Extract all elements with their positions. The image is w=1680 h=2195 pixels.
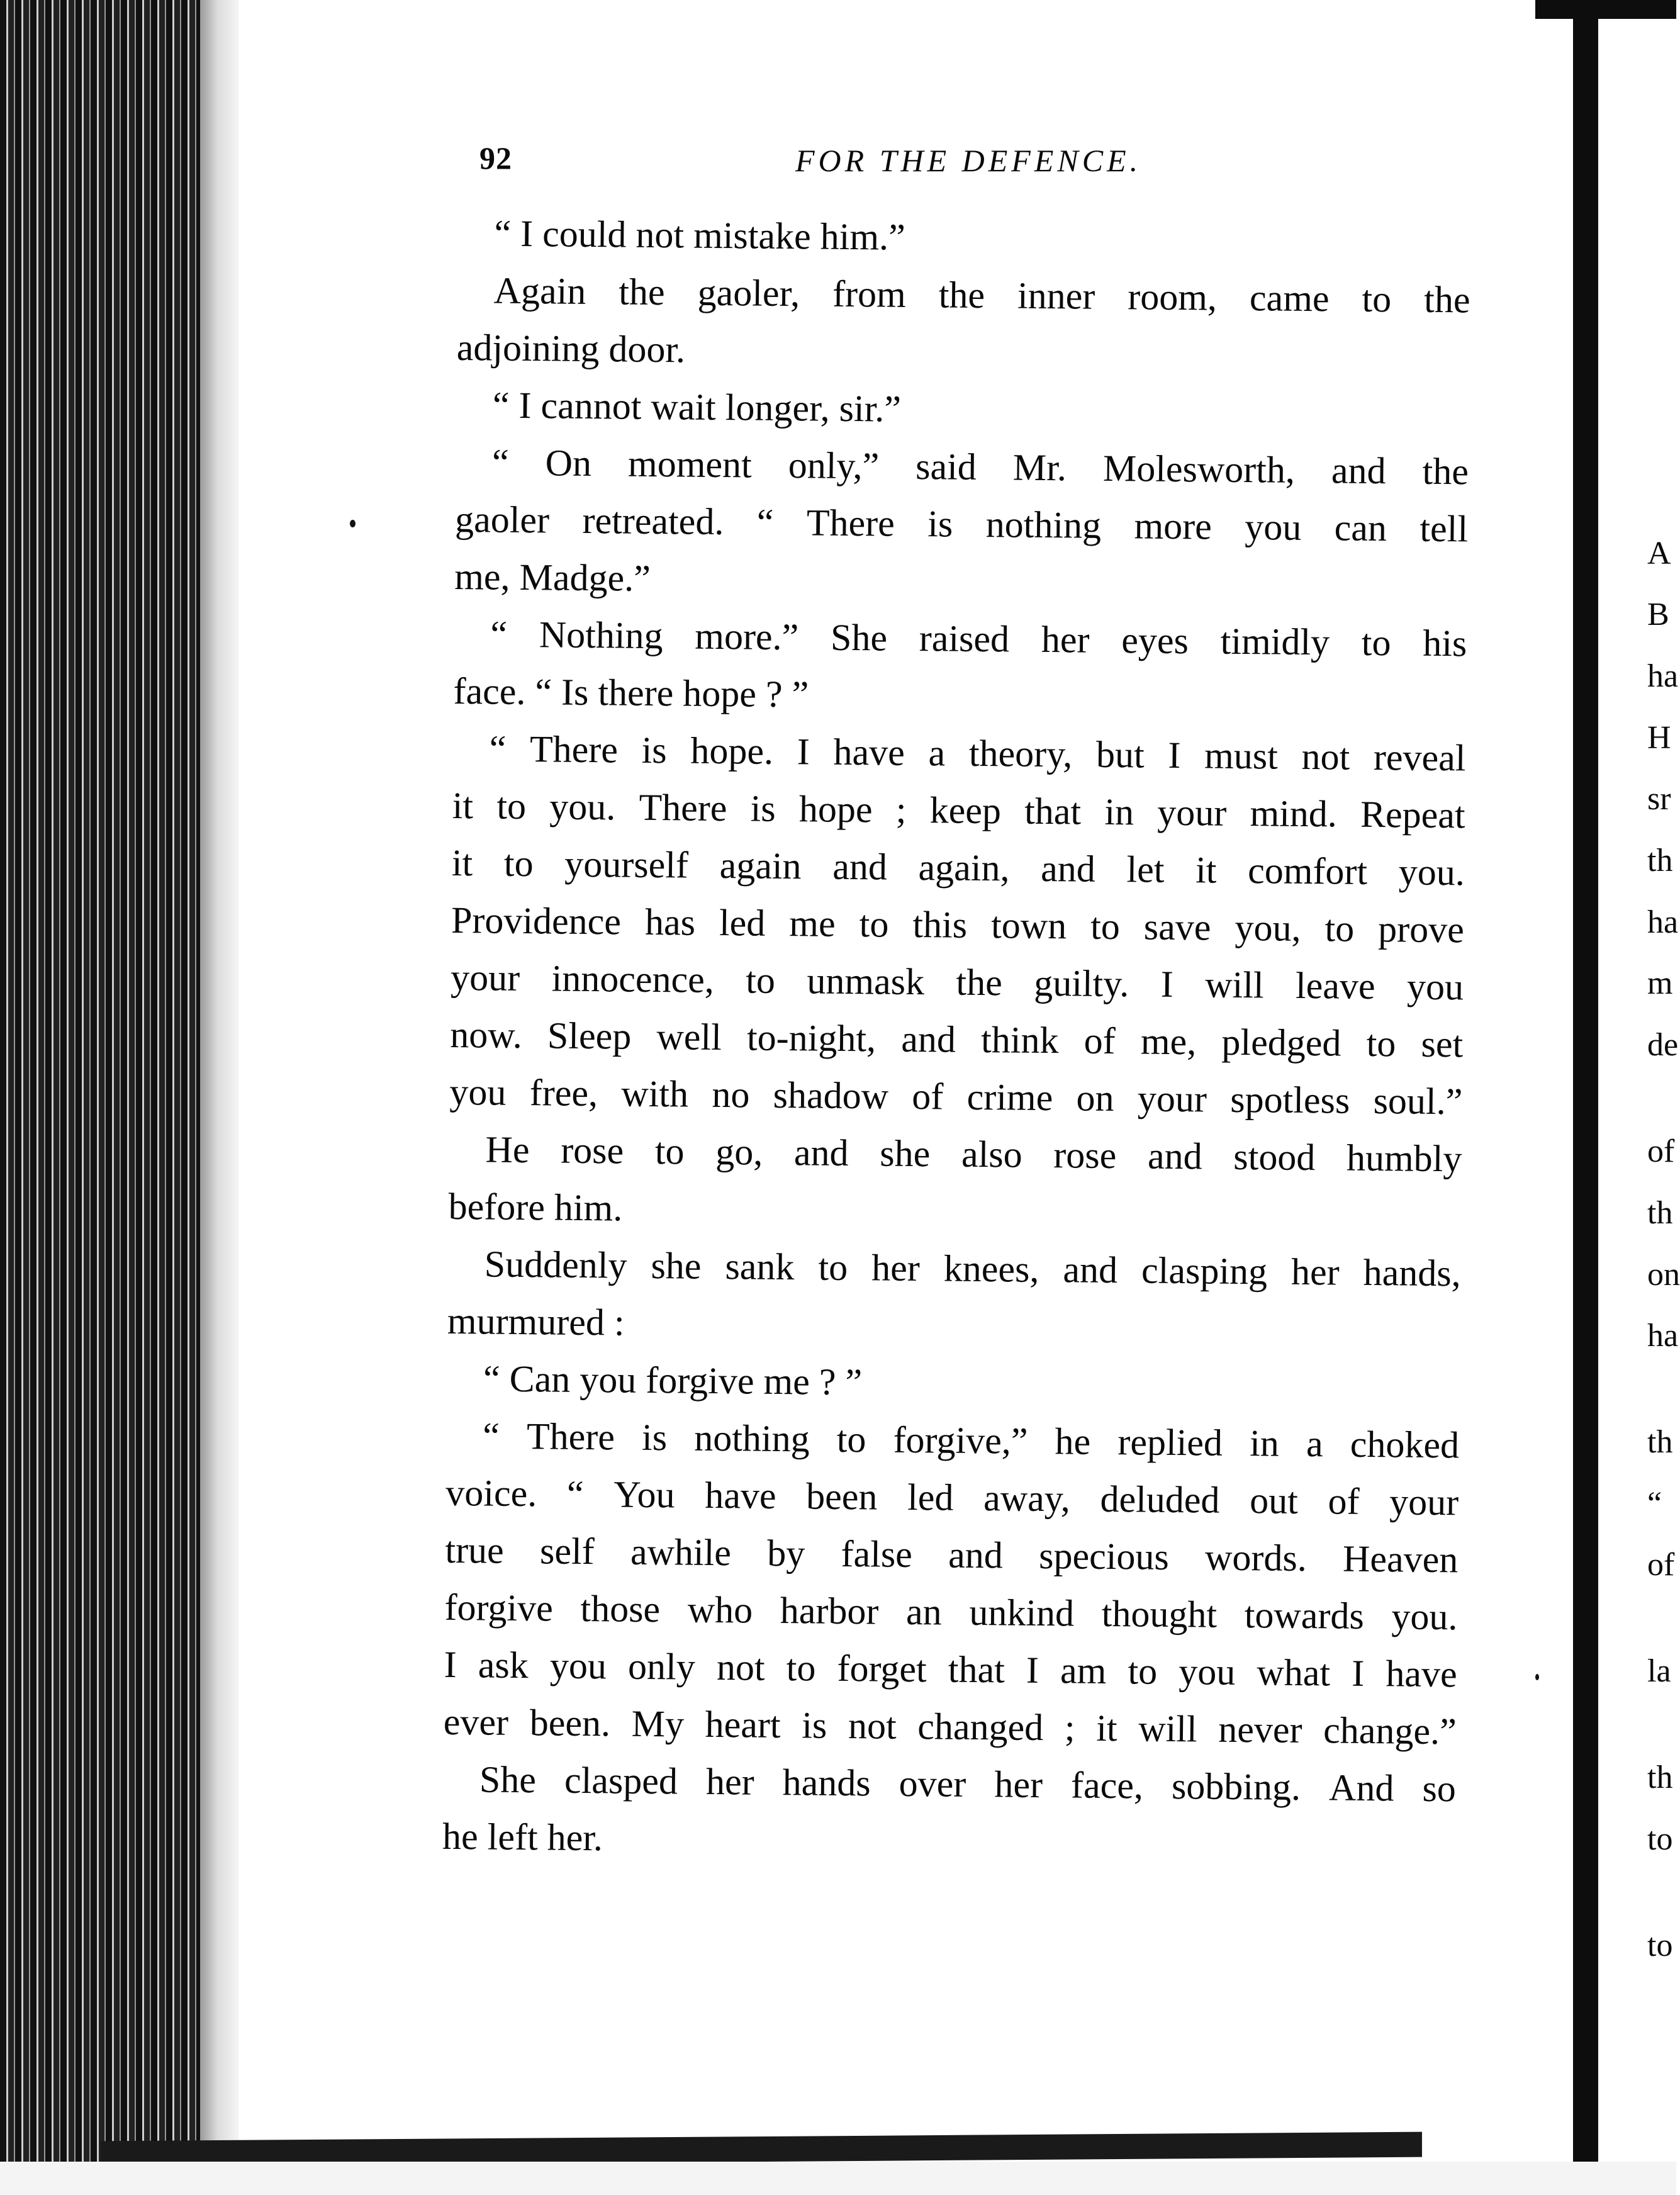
text-line: “ I could not mistake him.” [494, 212, 906, 258]
text-line: he left her. [442, 1815, 603, 1859]
text-line: “ Nothing more.” She raised her eyes timidly to his [490, 613, 1467, 665]
body-text [442, 205, 1471, 1875]
paragraph [457, 205, 1471, 271]
paragraph [456, 376, 1470, 443]
text-line: ever been. My heart is not changed ; it will never change.” [443, 1700, 1457, 1753]
paragraph [448, 1121, 1462, 1245]
facing-page-fragment: ha [1647, 1318, 1679, 1354]
paragraph [447, 1350, 1460, 1417]
facing-page-fragment: th [1647, 1195, 1673, 1231]
text-line: I ask you only not to forget that I am to you what I have [444, 1643, 1457, 1695]
running-title: FOR THE DEFENCE. [795, 143, 1142, 178]
paragraph [443, 1407, 1459, 1760]
scan-bottom-margin [0, 2162, 1676, 2195]
text-line: forgive those who harbor an unkind thought towards you. [444, 1586, 1458, 1638]
facing-page-fragment: th [1647, 843, 1673, 879]
facing-page [1598, 0, 1680, 2195]
paragraph [456, 262, 1470, 386]
facing-page-fragment: ha [1647, 658, 1679, 694]
text-line: Providence has led me to this town to save you, to prove [451, 899, 1465, 951]
text-line: your innocence, to unmask the guilty. I will leave you [450, 956, 1464, 1008]
paragraph [454, 434, 1469, 615]
text-line: voice. “ You have been led away, deluded out of your [445, 1471, 1459, 1524]
paragraph [442, 1751, 1457, 1875]
text-line: “ There is hope. I have a theory, but I must not reveal [489, 727, 1466, 779]
text-line: Again the gaoler, from the inner room, came to the [493, 269, 1470, 321]
facing-page-fragment: of [1647, 1133, 1675, 1169]
facing-page-fragment: sr [1647, 781, 1671, 817]
dust-speck [1535, 1674, 1539, 1680]
facing-page-fragment: de [1647, 1027, 1679, 1063]
facing-page-fragment: la [1647, 1653, 1671, 1689]
text-line: murmured : [447, 1300, 625, 1344]
text-line: “ Can you forgive me ? ” [483, 1357, 863, 1403]
facing-page-fragment: H [1647, 720, 1671, 756]
binding-gutter [200, 0, 239, 2195]
dust-speck [350, 520, 356, 527]
facing-page-fragment: th [1647, 1424, 1673, 1460]
facing-page-fragment: B [1647, 597, 1669, 632]
facing-page-fragment: A [1647, 536, 1671, 571]
facing-page-fragment: m [1647, 965, 1673, 1001]
text-line: “ There is nothing to forgive,” he replied in a choked [482, 1415, 1460, 1466]
page-number: 92 [479, 140, 512, 176]
text-line: “ On moment only,” said Mr. Molesworth, and the [491, 441, 1469, 493]
text-line: now. Sleep well to-night, and think of me, pledged to set [450, 1013, 1464, 1065]
text-line: adjoining door. [456, 326, 686, 371]
facing-page-top-shadow [1535, 0, 1676, 19]
facing-page-fragment: on [1647, 1257, 1680, 1293]
facing-page-fragment: to [1647, 1928, 1673, 1963]
text-line: He rose to go, and she also rose and stood humbly [485, 1128, 1462, 1180]
text-line: true self awhile by false and specious words. Heaven [445, 1529, 1459, 1581]
facing-page-fragment: “ [1647, 1486, 1662, 1522]
facing-page-fragment: ha [1647, 904, 1679, 940]
text-line: before him. [448, 1185, 623, 1229]
paragraph [453, 605, 1467, 729]
text-line: Suddenly she sank to her knees, and clasping her hands, [484, 1243, 1461, 1294]
text-line: “ I cannot wait longer, sir.” [492, 384, 902, 430]
text-line: face. “ Is there hope ? ” [453, 670, 809, 716]
text-line: it to you. There is hope ; keep that in your mind. Repeat [452, 784, 1465, 836]
text-line: me, Madge.” [454, 555, 651, 599]
paragraph [449, 720, 1466, 1130]
text-line: you free, with no shadow of crime on your spotless soul.” [449, 1070, 1463, 1123]
paragraph [447, 1235, 1462, 1359]
facing-page-fragment: of [1647, 1547, 1675, 1583]
text-line: She clasped her hands over her face, sobbing. And so [479, 1758, 1457, 1810]
facing-page-fragment: to [1647, 1821, 1673, 1857]
text-line: it to yourself again and again, and let it comfort you. [451, 841, 1465, 894]
text-line: gaoler retreated. “ There is nothing more you can tell [454, 498, 1469, 550]
facing-page-fragment: th [1647, 1760, 1673, 1795]
running-head [479, 140, 1190, 190]
right-binding-shadow [1573, 0, 1598, 2195]
dust-speck [30, 459, 35, 468]
